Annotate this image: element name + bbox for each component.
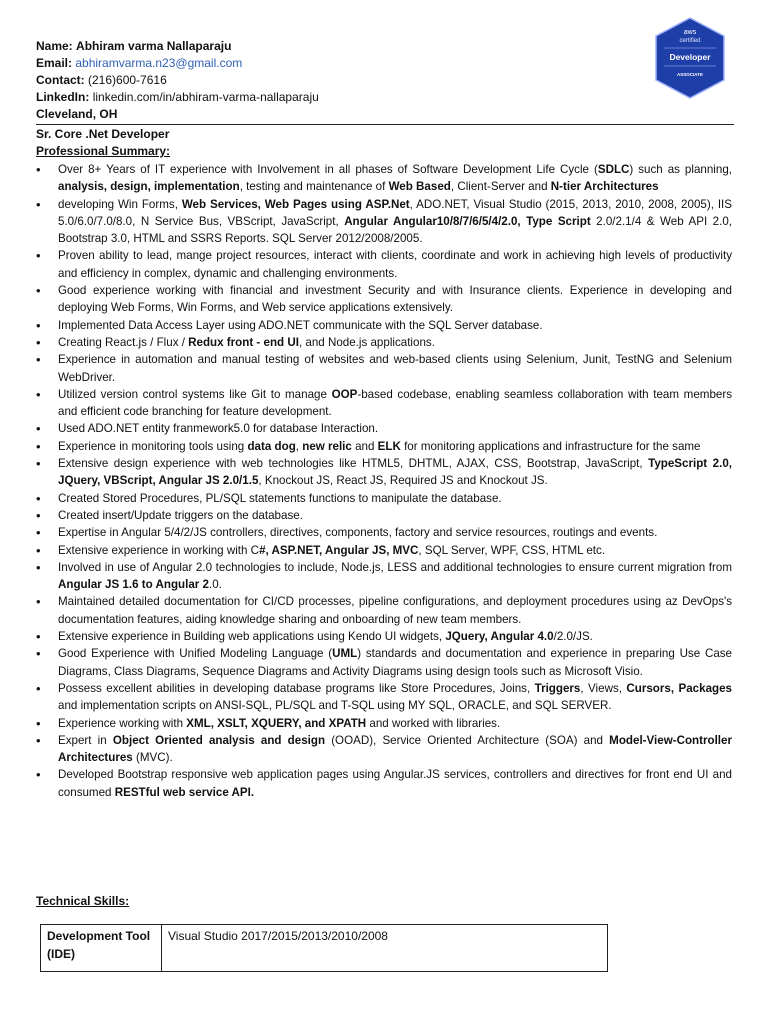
summary-item	[36, 455, 732, 490]
summary-bold-segment: Angular JS 1.6 to Angular 2	[58, 578, 209, 592]
summary-segment: , and Node.js applications.	[298, 335, 435, 349]
summary-segment: Good experience working with financial and investment Security and with Insurance clients. Experience in developing and deploying Web Forms, Win Forms, and Web service applications extensively.	[58, 284, 732, 315]
summary-item	[36, 732, 732, 767]
summary-item-text	[58, 249, 732, 279]
bullet-icon: •	[36, 629, 41, 645]
summary-segment: /2.0/JS.	[553, 630, 593, 644]
badge-certified-text: certified	[679, 38, 701, 44]
badge-aws-text: aws	[683, 29, 697, 36]
bullet-icon: •	[36, 438, 41, 454]
name-label: Name:	[36, 39, 73, 53]
skills-row	[41, 925, 608, 972]
bullet-icon: •	[36, 196, 41, 212]
summary-segment: (MVC).	[132, 751, 173, 765]
summary-bold-segment: ELK	[377, 439, 401, 453]
summary-item	[36, 334, 732, 351]
summary-bold-segment: SDLC	[597, 163, 630, 176]
summary-item	[36, 438, 732, 455]
bullet-icon: •	[36, 542, 41, 558]
badge-level: ASSOCIATE	[677, 72, 703, 77]
summary-bold-segment: Cursors, Packages	[626, 681, 732, 695]
name-row	[36, 38, 319, 55]
summary-segment: , Client-Server and	[450, 180, 551, 194]
contact-block	[36, 38, 319, 123]
summary-item-text	[58, 630, 593, 643]
summary-item-text	[58, 595, 732, 625]
summary-segment: ) standards and documentation and experience in preparing Use Case Diagrams, Class Diagrams, Sequence Diagrams and Activity Diagrams using design tools such as Microsoft Visio.	[58, 647, 733, 678]
summary-segment: .0.	[208, 578, 222, 592]
summary-item-text	[58, 717, 500, 730]
bullet-icon: •	[36, 352, 41, 368]
summary-bold-segment: data dog	[247, 439, 296, 453]
summary-segment: Good Experience with Unified Modeling Language (	[58, 647, 333, 661]
summary-segment: for monitoring applications and infrastructure for the same	[400, 439, 701, 453]
aws-certified-developer-badge-icon	[652, 16, 728, 100]
summary-segment: and	[351, 439, 378, 453]
summary-segment: , Knockout JS, React JS, Required JS and Knockout JS.	[258, 474, 548, 488]
summary-item	[36, 766, 732, 801]
summary-bold-segment: TypeScript 2.0, JQuery, VBScript, Angular JS 2.0/1.5	[58, 457, 732, 488]
linkedin-label: LinkedIn:	[36, 90, 90, 104]
summary-segment: Over 8+ Years of IT experience with Involvement in all phases of Software Development Life Cycle (	[58, 163, 598, 176]
summary-bold-segment: Object Oriented analysis and design	[112, 733, 326, 747]
summary-bold-segment: Angular Angular10/8/7/6/5/4/2.0, Type Script	[344, 214, 591, 228]
summary-segment: Created insert/Update triggers on the database.	[58, 508, 303, 522]
summary-item-text	[58, 422, 378, 435]
location: Cleveland, OH	[36, 107, 118, 121]
bullet-icon: •	[36, 767, 41, 783]
summary-item	[36, 559, 732, 594]
skills-table	[40, 924, 608, 972]
summary-item	[36, 317, 732, 334]
summary-segment: Possess excellent abilities in developing database programs like Store Procedures, Joins,	[58, 681, 535, 695]
summary-segment: , SQL Server, WPF, CSS, HTML etc.	[418, 543, 606, 557]
summary-item-text	[58, 319, 543, 332]
bullet-icon: •	[36, 162, 41, 177]
summary-segment: Developed Bootstrap responsive web application pages using Angular.JS services, controllers and directives for front end UI and consumed	[58, 768, 732, 799]
summary-bold-segment: Web Based	[388, 180, 451, 194]
summary-item-text	[58, 768, 732, 798]
skill-value: Visual Studio 2017/2015/2013/2010/2008	[162, 925, 608, 972]
summary-item-text	[58, 734, 732, 764]
role-title: Sr. Core .Net Developer	[36, 127, 170, 141]
email-label: Email:	[36, 56, 73, 70]
bullet-icon: •	[36, 421, 41, 437]
summary-item	[36, 715, 732, 732]
summary-item-text	[58, 198, 732, 246]
summary-item	[36, 524, 732, 541]
summary-item-text	[58, 526, 657, 539]
summary-item	[36, 161, 732, 196]
summary-bold-segment: N-tier Architectures	[550, 180, 659, 194]
bullet-icon: •	[36, 732, 41, 748]
summary-item	[36, 420, 732, 437]
summary-item	[36, 680, 732, 715]
bullet-icon: •	[36, 456, 41, 472]
skills-heading: Technical Skills:	[36, 894, 130, 908]
linkedin-url[interactable]: linkedin.com/in/abhiram-varma-nallaparaju	[92, 90, 319, 104]
bullet-icon: •	[36, 386, 41, 402]
summary-bold-segment: Redux front - end UI	[188, 335, 299, 349]
summary-segment: Used ADO.NET entity franmework5.0 for database Interaction.	[58, 422, 379, 436]
summary-heading: Professional Summary:	[36, 144, 171, 158]
candidate-name: Abhiram varma Nallaparaju	[76, 39, 232, 53]
summary-segment: , testing and maintenance of	[239, 180, 389, 194]
contact-row	[36, 72, 319, 89]
summary-segment: developing Win Forms,	[58, 197, 182, 211]
summary-item-text	[58, 440, 701, 453]
summary-item-text	[58, 561, 732, 591]
summary-segment: , ADO.NET, Visual Studio (2015, 2013, 2010, 2008, 2005), IIS 5.0/6.0/7.0/8.0, N Service Bus, VBScript, JavaScript,	[58, 197, 732, 228]
summary-segment: Created Stored Procedures, PL/SQL statements functions to manipulate the database.	[58, 491, 502, 505]
summary-segment: Expert in	[58, 733, 113, 747]
bullet-icon: •	[36, 646, 41, 662]
summary-item-text	[58, 544, 605, 557]
email-link[interactable]: abhiramvarma.n23@gmail.com	[75, 56, 243, 70]
summary-item	[36, 645, 732, 680]
summary-list	[36, 161, 732, 801]
summary-bold-segment: Model-View-Controller Architectures	[58, 733, 732, 765]
summary-item-text	[58, 457, 732, 487]
summary-segment: Utilized version control systems like Git to manage	[58, 387, 332, 401]
summary-segment: Implemented Data Access Layer using ADO.NET communicate with the SQL Server database.	[58, 318, 543, 332]
summary-segment: and worked with libraries.	[366, 716, 501, 730]
summary-item	[36, 593, 732, 628]
header-divider	[36, 124, 734, 125]
summary-item-text	[58, 388, 732, 418]
summary-bold-segment: Web Services, Web Pages using ASP.Net	[181, 197, 410, 211]
summary-item-text	[58, 284, 732, 314]
summary-item	[36, 507, 732, 524]
summary-segment: Creating React.js / Flux /	[58, 335, 189, 349]
summary-item-text	[58, 647, 732, 677]
title-block	[36, 126, 170, 160]
summary-segment: Maintained detailed documentation for CI/CD processes, pipeline configurations, and deployment procedures using az DevOps's documentation features, aiding knowledge sharing and onboarding of new team members.	[58, 595, 732, 626]
summary-segment: (OOAD), Service Oriented Architecture (SOA) and	[325, 733, 610, 747]
summary-item-text	[58, 163, 732, 193]
phone-number: (216)600-7616	[88, 73, 167, 87]
summary-segment: ,	[295, 439, 303, 453]
summary-item	[36, 282, 732, 317]
bullet-icon: •	[36, 334, 41, 350]
summary-bold-segment: XML, XSLT, XQUERY, and XPATH	[186, 716, 367, 730]
summary-segment: and implementation scripts on ANSI-SQL, PL/SQL and T-SQL using MY SQL, ORACLE, and SQL SERVER.	[58, 699, 612, 713]
summary-segment: Expertise in Angular 5/4/2/JS controllers, directives, components, factory and service resources, routings and events.	[58, 526, 658, 540]
bullet-icon: •	[36, 680, 41, 696]
summary-segment: Extensive design experience with web technologies like HTML5, DHTML, AJAX, CSS, Bootstrap, JavaScript,	[58, 457, 649, 471]
summary-segment: -based codebase, enabling seamless collaboration with team members and efficient code branching for feature development.	[58, 387, 732, 419]
summary-item	[36, 351, 732, 386]
summary-item	[36, 490, 732, 507]
summary-bold-segment: RESTful web service API.	[114, 785, 255, 799]
summary-item	[36, 386, 732, 421]
summary-item-text	[58, 492, 502, 505]
summary-bold-segment: Triggers	[534, 681, 581, 695]
badge-title: Developer	[669, 52, 711, 62]
summary-bold-segment: new relic	[302, 439, 352, 453]
bullet-icon: •	[36, 715, 41, 731]
bullet-icon: •	[36, 283, 41, 299]
bullet-icon: •	[36, 317, 41, 333]
summary-item-text	[58, 509, 303, 522]
bullet-icon: •	[36, 559, 41, 575]
summary-item	[36, 542, 732, 559]
email-row	[36, 55, 319, 72]
summary-segment: Proven ability to lead, mange project resources, interact with clients, coordinate and work in achieving high levels of productivity and efficiency in complex, dynamic and challenging environments.	[58, 249, 732, 280]
location-row	[36, 106, 319, 123]
summary-bold-segment: JQuery, Angular 4.0	[445, 630, 554, 644]
summary-bold-segment: #, ASP.NET, Angular JS, MVC	[259, 543, 419, 557]
summary-segment: Extensive experience in Building web applications using Kendo UI widgets,	[58, 630, 446, 644]
summary-segment: Experience in automation and manual testing of websites and web-based clients using Selenium, Junit, TestNG and Selenium WebDriver.	[58, 353, 732, 384]
bullet-icon: •	[36, 248, 41, 264]
summary-item-text	[58, 336, 435, 349]
bullet-icon: •	[36, 507, 41, 523]
summary-item	[36, 628, 732, 645]
summary-segment: 2.0/2.1/4 & Web API 2.0, Bootstrap 3.0, HTML and SSRS Reports. SQL Server 2012/2008/2005.	[58, 214, 733, 246]
summary-segment: Involved in use of Angular 2.0 technologies to include, Node.js, LESS and additional technologies to ensure current migration from	[58, 560, 732, 574]
summary-segment: Experience working with	[58, 716, 187, 730]
summary-item	[36, 247, 732, 282]
summary-item-text	[58, 682, 732, 712]
bullet-icon: •	[36, 594, 41, 610]
contact-label: Contact:	[36, 73, 85, 87]
bullet-icon: •	[36, 490, 41, 506]
summary-item	[36, 196, 732, 248]
summary-segment: Experience in monitoring tools using	[58, 439, 248, 453]
summary-segment: ) such as planning,	[629, 163, 732, 176]
summary-segment: , Views,	[580, 681, 627, 695]
skill-category: Development Tool (IDE)	[41, 925, 162, 972]
linkedin-row	[36, 89, 319, 106]
bullet-icon: •	[36, 525, 41, 541]
summary-bold-segment: UML	[332, 647, 358, 661]
summary-bold-segment: OOP	[331, 387, 358, 401]
summary-bold-segment: analysis, design, implementation	[58, 180, 240, 194]
summary-segment: Extensive experience in working with C	[58, 543, 260, 557]
summary-item-text	[58, 353, 732, 383]
